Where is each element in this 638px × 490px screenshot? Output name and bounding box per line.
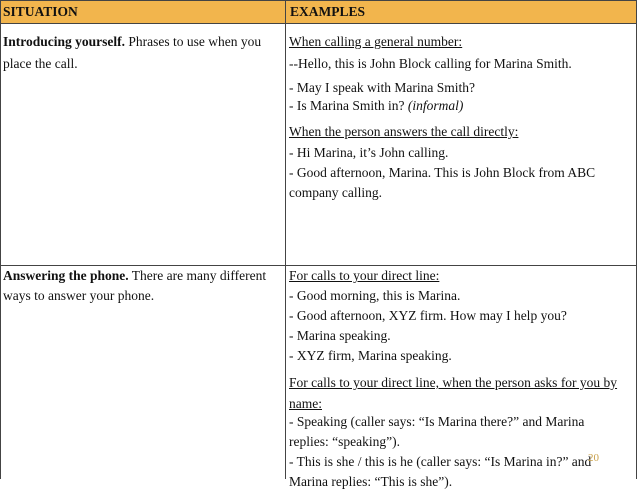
example-heading: For calls to your direct line, when the person asks for you by <box>289 375 618 390</box>
example-line: - Speaking (caller says: “Is Marina there?” and Marina <box>289 414 585 429</box>
example-heading: When calling a general number: <box>289 34 463 49</box>
example-heading-cont: name: <box>289 396 322 411</box>
example-line: - This is she / this is he (caller says: “Is Marina in?” and <box>289 454 592 469</box>
situation-cell <box>3 34 261 50</box>
example-line: Marina replies: “This is she”). <box>289 474 453 489</box>
example-line: - May I speak with Marina Smith? <box>289 80 475 95</box>
example-heading: For calls to your direct line: <box>289 268 440 283</box>
situation-cell <box>3 268 266 284</box>
header-examples: EXAMPLES <box>290 4 366 19</box>
example-heading: When the person answers the call directly: <box>289 124 519 139</box>
example-line: replies: “speaking”). <box>289 434 400 449</box>
example-line: - Marina speaking. <box>289 328 391 343</box>
example-line: company calling. <box>289 185 382 200</box>
example-line: - Good afternoon, Marina. This is John Block from ABC <box>289 165 596 180</box>
situation-title: Answering the phone. <box>3 268 129 283</box>
example-line: - XYZ firm, Marina speaking. <box>289 348 452 363</box>
example-line: - Good afternoon, XYZ firm. How may I help you? <box>289 308 567 323</box>
table-header <box>0 0 637 24</box>
example-line <box>289 98 463 114</box>
left-border <box>0 0 1 479</box>
right-border <box>636 0 637 479</box>
column-divider <box>285 0 286 479</box>
example-line: - Good morning, this is Marina. <box>289 288 461 303</box>
header-situation: SITUATION <box>3 4 78 19</box>
example-text: - Is Marina Smith in? <box>289 98 408 113</box>
example-line: --Hello, this is John Block calling for Marina Smith. <box>289 56 572 71</box>
situation-text-cont: place the call. <box>3 56 78 71</box>
example-note: (informal) <box>407 98 464 113</box>
situation-text: There are many different <box>128 268 267 283</box>
situation-text: Phrases to use when you <box>125 34 262 49</box>
situation-text-cont: ways to answer your phone. <box>3 288 155 303</box>
row-divider <box>0 265 637 266</box>
example-line: - Hi Marina, it’s John calling. <box>289 145 449 160</box>
page-number: 20 <box>588 452 599 464</box>
situation-title: Introducing yourself. <box>3 34 126 49</box>
